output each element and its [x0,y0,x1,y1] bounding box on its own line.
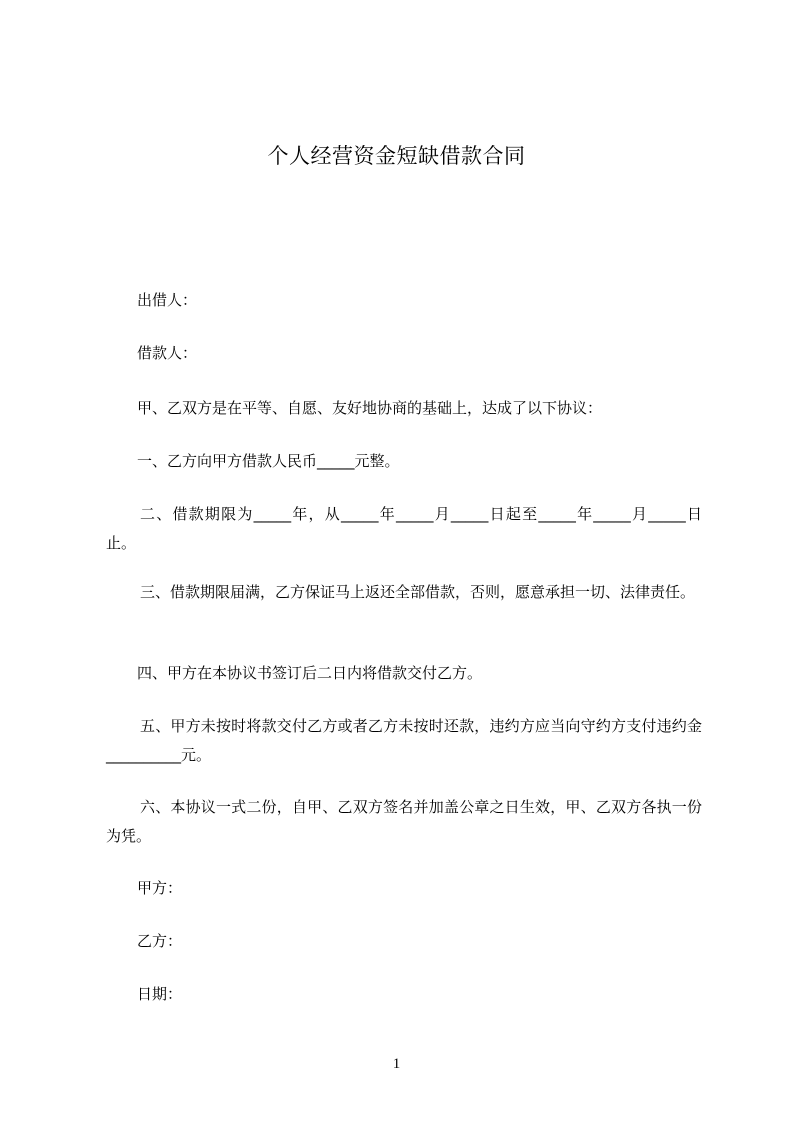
clause-3: 三、借款期限届满，乙方保证马上返还全部借款，否则，愿意承担一切、法律责任。 [140,583,696,601]
party-b-label: 乙方： [137,932,183,950]
borrower-label: 借款人： [137,344,198,362]
clause-2: 二、借款期限为_____年，从_____年_____月_____日起至_____年_____月_____日止。 [106,505,702,552]
party-a-label: 甲方： [137,879,183,897]
preamble: 甲、乙双方是在平等、自愿、友好地协商的基础上，达成了以下协议： [137,399,603,417]
clause-4: 四、甲方在本协议书签订后二日内将借款交付乙方。 [137,664,483,682]
lender-label: 出借人： [137,291,198,309]
date-label: 日期： [137,985,183,1003]
clause-6: 六、本协议一式二份，自甲、乙双方签名并加盖公章之日生效，甲、乙双方各执一份为凭。 [106,798,702,845]
clause-5: 五、甲方未按时将款交付乙方或者乙方未按时还款，违约方应当向守约方支付违约金__________元。 [106,717,702,764]
clause-1: 一、乙方向甲方借款人民币_____元整。 [137,452,400,470]
document-title: 个人经营资金短缺借款合同 [267,144,526,168]
page-number: 1 [392,1056,401,1072]
